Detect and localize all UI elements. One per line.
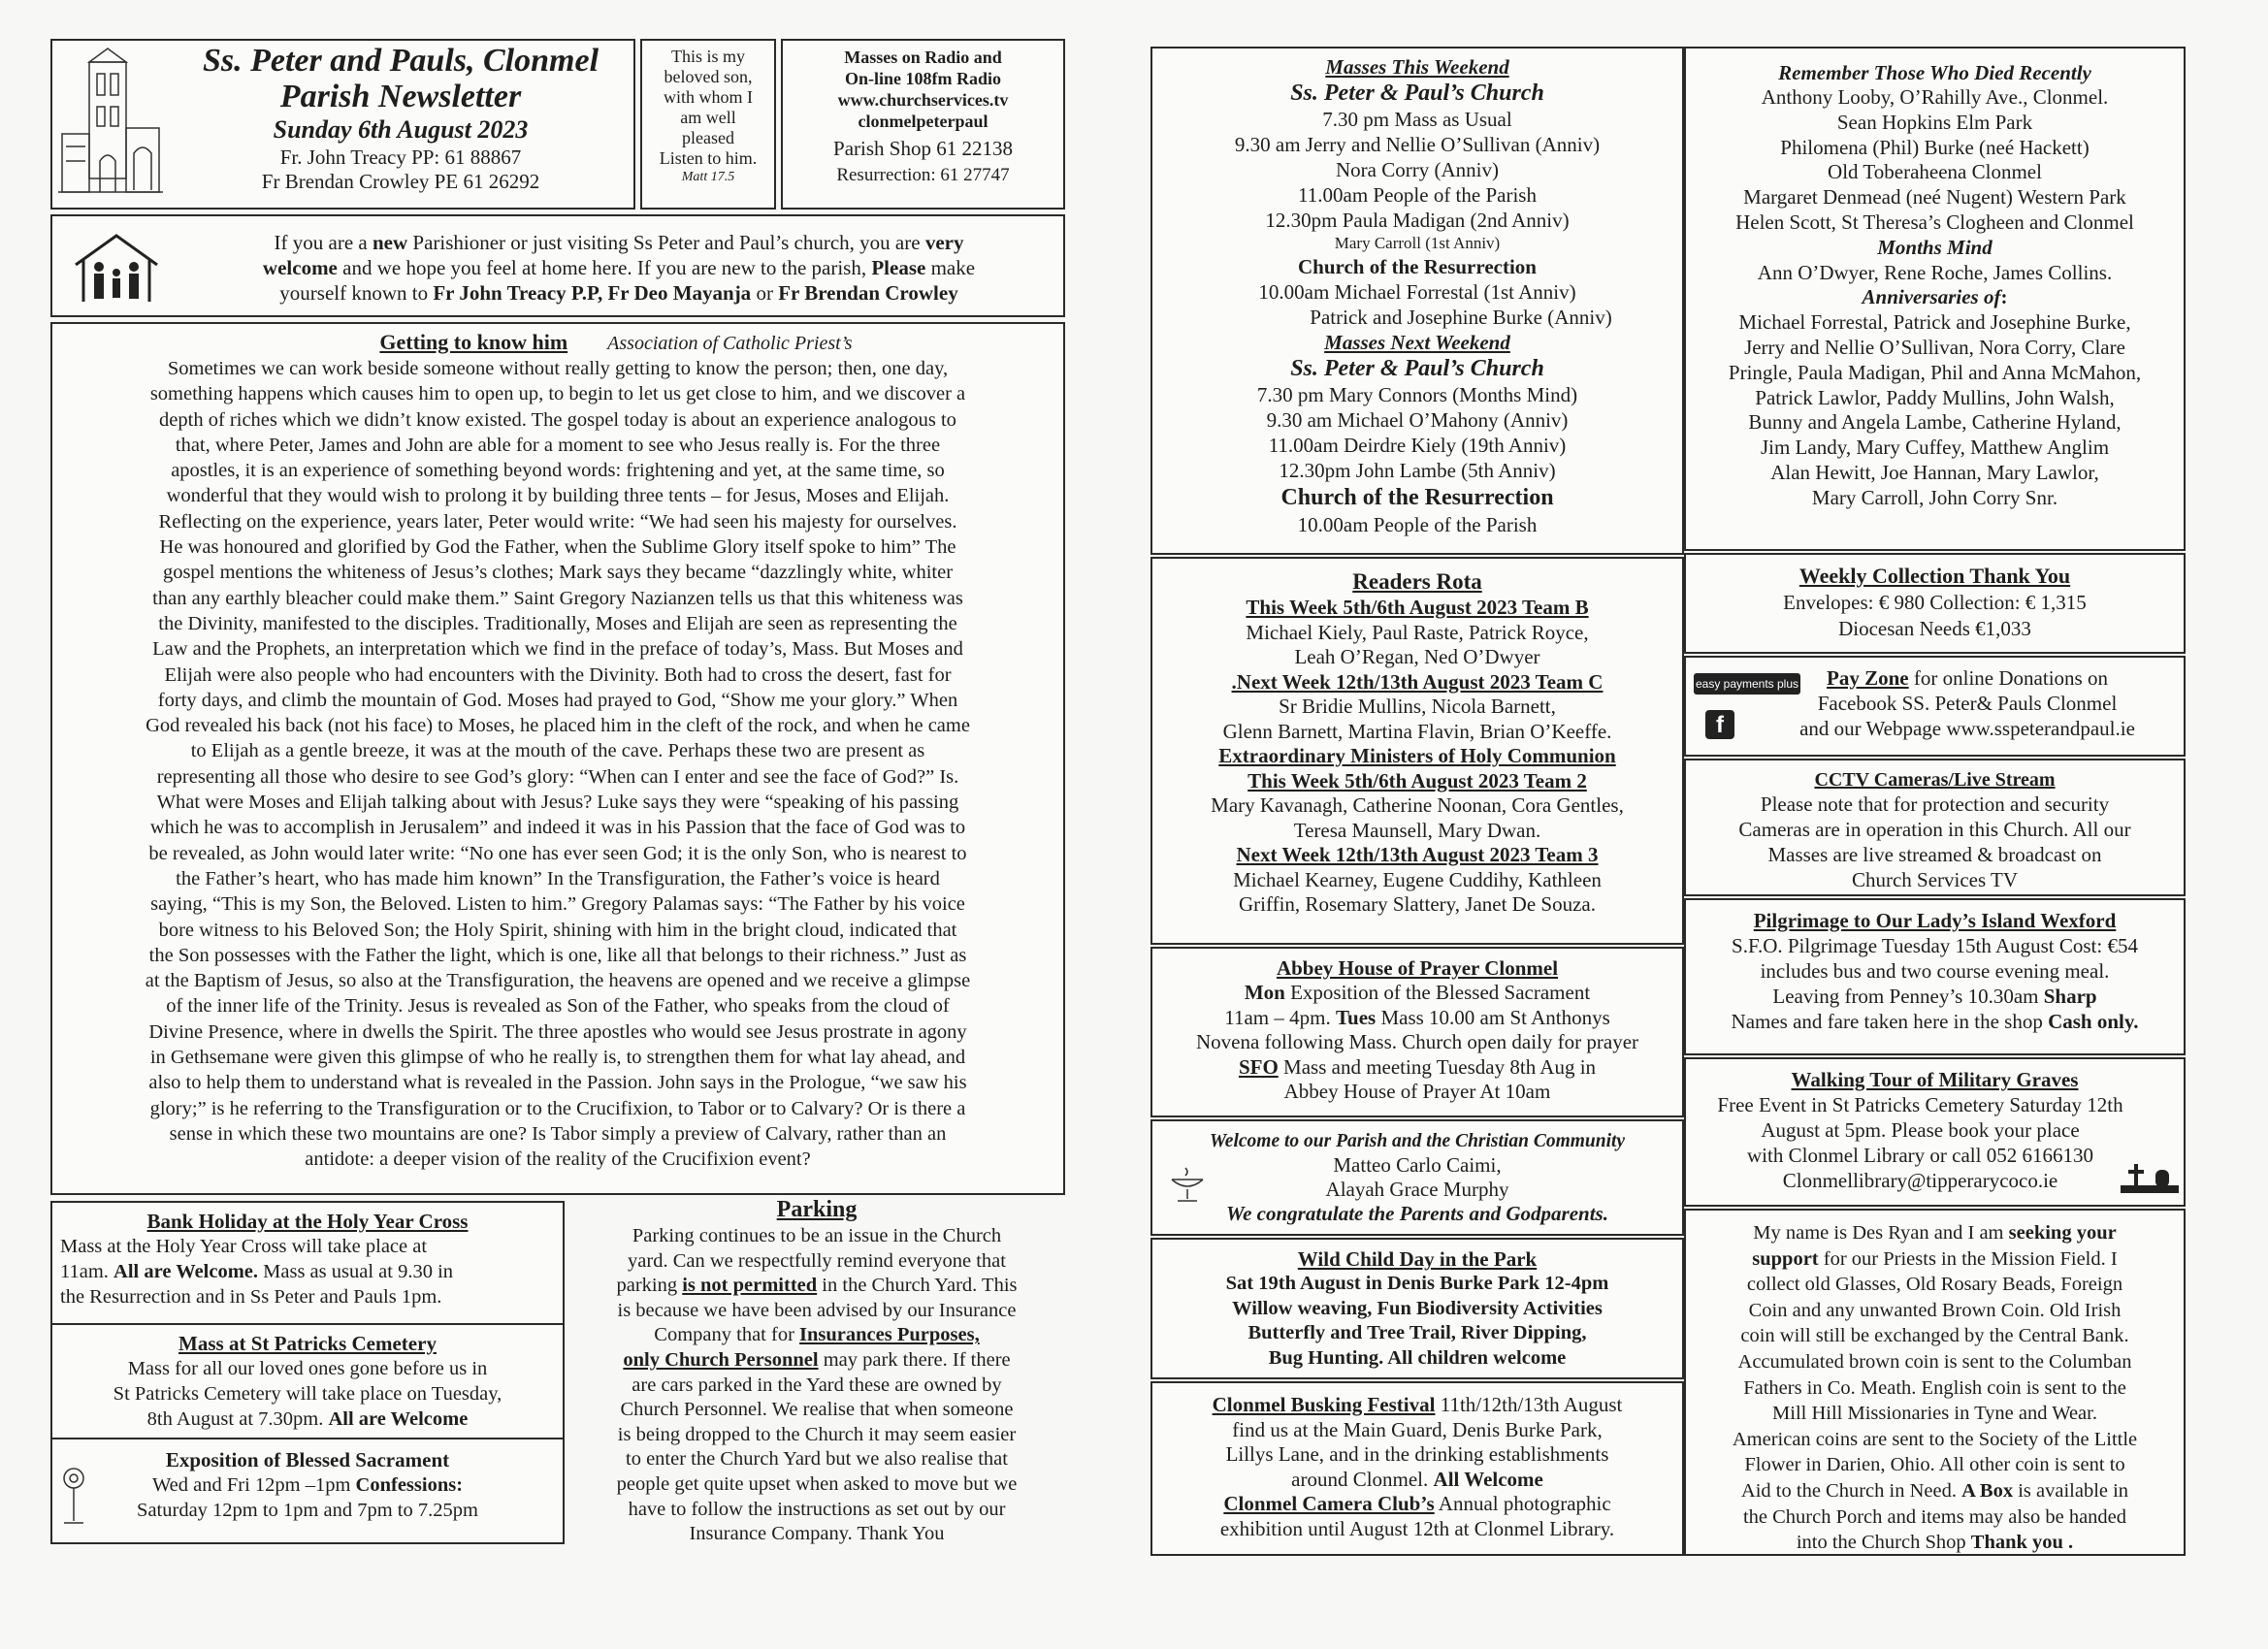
article-getting-to-know-him [50, 322, 1065, 1195]
insurance-purposes-text: Insurances Purposes, [799, 1324, 980, 1346]
quote-line: This is my [670, 47, 745, 66]
bank-holiday-text: the Resurrection and in Ss Peter and Pauls 1pm. [60, 1286, 442, 1308]
family-home-icon [70, 230, 163, 307]
welcome-box [50, 214, 1065, 317]
exposition-box [50, 1438, 565, 1544]
cemetery-title: Mass at St Patricks Cemetery [178, 1332, 437, 1355]
quote-line: with whom I [664, 87, 753, 107]
article-line: Law and the Prophets, an interpretation which we find in the preface of today’s, Mass. But Moses and [152, 638, 963, 661]
parking-text: parking [616, 1275, 683, 1297]
parking-text: in the Church Yard. This [817, 1275, 1018, 1297]
welcome-text: Parishioner or just visiting Ss Peter and Paul’s church, you are [407, 231, 925, 254]
ministers-heading: Extraordinary Ministers of Holy Communion [1218, 744, 1616, 767]
church-personnel-text: only Church Personnel [623, 1348, 819, 1371]
mass-item: 11.00am Deirdre Kiely (19th Anniv) [1268, 434, 1567, 457]
cctv-text: Church Services TV [1851, 868, 2019, 891]
rota-names: Teresa Maunsell, Mary Dwan. [1293, 818, 1541, 842]
cemetery-welcome: All are Welcome [328, 1408, 469, 1430]
article-line: the Divinity, manifested to the disciples. Traditionally, Moses and Elijah are seen as representing the [158, 612, 957, 634]
bank-holiday-text: Mass at the Holy Year Cross will take place at [60, 1236, 428, 1257]
cemetery-text: St Patricks Cemetery will take place on Tuesday, [113, 1383, 502, 1405]
welcome-text: yourself known to [279, 281, 434, 305]
gospel-quote-box [640, 39, 776, 210]
pilgrimage-text: Leaving from Penney’s 10.30am [1772, 985, 2044, 1008]
abbey-text: Exposition of the Blessed Sacrament [1284, 981, 1591, 1004]
pilgrimage-cash-only: Cash only. [2048, 1010, 2139, 1033]
article-title: Getting to know him [379, 330, 568, 354]
priest-contact-1: Fr. John Treacy PP: 61 88867 [279, 146, 522, 169]
welcome-text: If you are a [274, 231, 373, 254]
parking-notice [565, 1195, 1069, 1564]
masses-this-weekend-title: Masses This Weekend [1325, 55, 1509, 79]
abbey-house-title: Abbey House of Prayer Clonmel [1276, 956, 1559, 980]
parking-text: Parking continues to be an issue in the Church [632, 1225, 1002, 1246]
anniversary-names: Michael Forrestal, Patrick and Josephine Burke, [1738, 310, 2131, 335]
anniversary-names: Bunny and Angela Lambe, Catherine Hyland, [1748, 410, 2122, 435]
mass-item: 11.00am People of the Parish [1298, 183, 1537, 207]
pilgrimage-text: includes bus and two course evening meal. [1760, 959, 2110, 983]
quote-line: am well [680, 108, 736, 127]
article-line: Elijah were also people who had encounters with the Divinity. Both had to cross the desert, fast for [164, 663, 952, 686]
busking-text: Annual photographic [1434, 1492, 1611, 1515]
parking-text: Insurance Company. Thank You [689, 1523, 945, 1545]
rota-names: Mary Kavanagh, Catherine Noonan, Cora Gentles, [1211, 793, 1624, 817]
abbey-text: 11am – 4pm. [1224, 1005, 1336, 1029]
remember-title: Remember Those Who Died Recently [1778, 61, 2091, 84]
article-line: wonderful that they would wish to prolong it by building three tents – for Jesus, Moses and Elijah. [166, 485, 950, 507]
mass-item: 10.00am People of the Parish [1297, 513, 1538, 536]
appeal-text: Fathers in Co. Meath. English coin is sent to the [1743, 1376, 2126, 1399]
readers-rota-box [1150, 557, 1684, 945]
article-line: antidote: a deeper vision of the reality of the Crucifixion event? [305, 1148, 811, 1171]
walking-tour-box [1684, 1057, 2186, 1207]
parish-name: Ss. Peter and Pauls, Clonmel [202, 43, 599, 79]
article-line: that, where Peter, James and John are able for a moment to see who Jesus really is. For the three [175, 434, 941, 456]
rota-names: Michael Kearney, Eugene Cuddihy, Kathleen [1233, 867, 1602, 891]
baptised-name: Matteo Carlo Caimi, [1333, 1153, 1502, 1177]
cctv-text: Please note that for protection and security [1760, 792, 2110, 816]
resurrection-church-title: Church of the Resurrection [1298, 255, 1537, 278]
anniversary-names: Jerry and Nellie O’Sullivan, Nora Corry, Clare [1744, 335, 2125, 359]
article-line: be revealed, as John would later write: “No one has ever seen God; it is the only Son, who is nearest to [148, 842, 967, 864]
rota-names: Glenn Barnett, Martina Flavin, Brian O’Keeffe. [1222, 719, 1612, 743]
article-line: God revealed his back (not his face) to Moses, he placed him in the cleft of the rock, and when he came [146, 715, 970, 737]
bank-holiday-text: 11am. [60, 1261, 114, 1282]
mass-item: 9.30 am Michael O’Mahony (Anniv) [1266, 408, 1569, 432]
parking-text: people get quite upset when asked to move but we [616, 1472, 1018, 1495]
appeal-text: the Church Porch and items may also be handed [1742, 1505, 2127, 1528]
appeal-text: Mill Hill Missionaries in Tyne and Wear. [1772, 1403, 2097, 1425]
article-body [52, 356, 1063, 1173]
quote-reference: Matt 17.5 [681, 170, 735, 184]
resurrection-church-title: Church of the Resurrection [1280, 485, 1554, 510]
busking-text: Lillys Lane, and in the drinking establishments [1225, 1442, 1609, 1466]
day-label: Tues [1335, 1005, 1377, 1029]
church-tower-icon [56, 45, 165, 208]
parking-text: are cars parked in the Yard these are owned by [632, 1374, 1002, 1396]
cctv-title: CCTV Cameras/Live Stream [1814, 769, 2056, 791]
mission-appeal-box [1684, 1209, 2186, 1556]
welcome-text: make [925, 256, 976, 279]
day-label: Mon [1244, 981, 1285, 1004]
article-line: forty days, and climb the mountain of God. Moses had prayed to God, “Show me your glory.” When [157, 689, 958, 711]
radio-line: On-line 108fm Radio [844, 69, 1001, 88]
parking-text: is being dropped to the Church it may seem easier [617, 1423, 1017, 1445]
rota-week-heading: Next Week 12th/13th August 2023 Team 3 [1236, 843, 1599, 866]
baptised-name: Alayah Grace Murphy [1325, 1178, 1509, 1201]
cctv-text: Masses are live streamed & broadcast on [1767, 843, 2102, 866]
radio-line: Masses on Radio and [844, 48, 1002, 67]
badge-label: easy payments plus [1695, 677, 1799, 691]
parking-text: may park there. If there [818, 1348, 1011, 1371]
baptism-congratulations: We congratulate the Parents and Godparents. [1226, 1202, 1608, 1225]
abbey-text: Abbey House of Prayer At 10am [1283, 1080, 1551, 1103]
mass-item: 9.30 am Jerry and Nellie O’Sullivan (Anniv) [1234, 133, 1601, 156]
busking-festival-box [1150, 1381, 1684, 1556]
cemetery-mass-box [50, 1323, 565, 1439]
radio-website: www.churchservices.tv [837, 90, 1009, 110]
quote-line: pleased [682, 128, 734, 147]
cemetery-text: Mass for all our loved ones gone before us in [127, 1358, 488, 1379]
walking-tour-email: Clonmellibrary@tipperarycoco.ie [1782, 1169, 2058, 1192]
graves-icon [2121, 1156, 2179, 1193]
article-line: in Gethsemane were given this glimpse of who he really is, to strengthen them for what lay ahead, and [149, 1047, 966, 1069]
wild-child-box [1150, 1238, 1684, 1379]
rota-names: Griffin, Rosemary Slattery, Janet De Souza. [1239, 892, 1596, 916]
anniversary-names: Mary Carroll, John Corry Snr. [1811, 485, 2058, 509]
deceased-entry: Philomena (Phil) Burke (neé Hackett) [1780, 135, 2090, 159]
welcome-text: and we hope you feel at home here. If you are new to the parish, [337, 256, 872, 279]
parish-shop-phone: Parish Shop 61 22138 [833, 137, 1013, 160]
exposition-title: Exposition of Blessed Sacrament [165, 1448, 450, 1471]
mass-item: 12.30pm John Lambe (5th Anniv) [1279, 459, 1556, 482]
bank-holiday-welcome: All are Welcome. [113, 1261, 259, 1282]
busking-dates: 11th/12th/13th August [1435, 1393, 1623, 1416]
wild-child-title: Wild Child Day in the Park [1297, 1247, 1538, 1271]
facebook-glyph: f [1716, 712, 1724, 738]
cemetery-text: 8th August at 7.30pm. [146, 1408, 329, 1430]
parking-title: Parking [776, 1197, 858, 1222]
months-mind-title: Months Mind [1877, 235, 1993, 259]
abbey-text: Mass and meeting Tuesday 8th Aug in [1278, 1054, 1597, 1079]
article-line: sense in which these two mountains are one? Is Tabor simply a preview of Calvary, rather than an [169, 1122, 947, 1145]
appeal-text: collect old Glasses, Old Rosary Beads, Foreign [1746, 1274, 2123, 1296]
newsletter-title: Parish Newsletter [279, 79, 522, 114]
welcome-priests: Fr John Treacy P.P, Fr Deo Mayanja [433, 281, 752, 305]
article-line: something happens which causes him to open up, to begin to let us get close to him, and we discover a [149, 383, 966, 405]
busking-text: find us at the Main Guard, Denis Burke Park, [1232, 1417, 1603, 1441]
article-line: bore witness to his Beloved Son; the Holy Spirit, shining with him in the bright cloud, indicated that [158, 919, 957, 941]
newsletter-date: Sunday 6th August 2023 [273, 115, 529, 144]
collection-amounts: Envelopes: € 980 Collection: € 1,315 [1783, 591, 2087, 614]
parking-text: Church Personnel. We realise that when someone [620, 1399, 1014, 1421]
masses-box [1150, 47, 1684, 555]
article-line: gospel mentions the whiteness of Jesus’s clothes; Mark says they became “dazzlingly white, whiter [162, 562, 954, 584]
wild-child-text: Sat 19th August in Denis Burke Park 12-4pm [1225, 1273, 1609, 1294]
appeal-text: Coin and any unwanted Brown Coin. Old Irish [1748, 1299, 2122, 1321]
baptism-font-icon [1166, 1162, 1209, 1205]
confessions-label: Confessions: [355, 1474, 464, 1496]
mass-item: 12.30pm Paula Madigan (2nd Anniv) [1265, 209, 1570, 232]
article-line: apostles, it is an experience of something beyond words: frightening and yet, at the same time, so [171, 460, 945, 482]
wild-child-text: Willow weaving, Fun Biodiversity Activities [1232, 1297, 1603, 1319]
parking-text: Company that for [654, 1324, 800, 1346]
article-line: at the Baptism of Jesus, so also at the Transfiguration, the heavens are opened and we receive a glimpse [145, 970, 971, 992]
welcome-text: or [751, 281, 779, 305]
priest-contact-2: Fr Brendan Crowley PE 61 26292 [261, 170, 540, 193]
rota-names: Michael Kiely, Paul Raste, Patrick Royce, [1246, 620, 1589, 644]
exposition-text: Wed and Fri 12pm –1pm [151, 1474, 356, 1496]
sfo-label: SFO [1238, 1054, 1279, 1079]
pilgrimage-title: Pilgrimage to Our Lady’s Island Wexford [1753, 909, 2117, 932]
bank-holiday-box [50, 1201, 565, 1325]
appeal-text: Aid to the Church in Need. [1740, 1479, 1962, 1502]
deceased-entry: Anthony Looby, O’Rahilly Ave., Clonmel. [1761, 85, 2109, 109]
parking-text: yard. Can we respectfully remind everyone that [628, 1249, 1006, 1272]
walking-tour-text: Free Event in St Patricks Cemetery Saturday 12th [1717, 1093, 2123, 1116]
bank-holiday-title: Bank Holiday at the Holy Year Cross [146, 1210, 469, 1233]
radio-contact-box [781, 39, 1065, 210]
abbey-text: Novena following Mass. Church open daily for prayer [1195, 1030, 1639, 1053]
pilgrimage-sharp: Sharp [2043, 985, 2097, 1008]
parking-text: is because we have been advised by our Insurance [617, 1299, 1017, 1321]
anniversary-names: Pringle, Paula Madigan, Phil and Anna McMahon, [1728, 360, 2142, 384]
deceased-entry: Helen Scott, St Theresa’s Clogheen and Clonmel [1735, 210, 2134, 234]
wild-child-text: Bug Hunting. All children welcome [1268, 1346, 1567, 1369]
rota-names: Sr Bridie Mullins, Nicola Barnett, [1279, 695, 1556, 718]
appeal-text: Accumulated brown coin is sent to the Columban [1737, 1350, 2132, 1373]
masses-next-weekend-title: Masses Next Weekend [1324, 331, 1510, 354]
walking-tour-text: August at 5pm. Please book your place [1761, 1118, 2080, 1142]
welcome-text: new [372, 231, 408, 254]
anniversary-names: Jim Landy, Mary Cuffey, Matthew Anglim [1760, 436, 2110, 460]
payzone-text: Facebook SS. Peter& Pauls Clonmel [1817, 692, 2118, 715]
weekly-collection-box [1684, 553, 2186, 654]
walking-tour-title: Walking Tour of Military Graves [1791, 1068, 2079, 1091]
baptism-welcome-box [1150, 1119, 1684, 1236]
article-line: glory;” is he referring to the Transfiguration or to the Crucifixion, to Tabor or to Calvary? Or is there a [149, 1097, 966, 1119]
mass-item: 7.30 pm Mary Connors (Months Mind) [1256, 383, 1578, 406]
wild-child-text: Butterfly and Tree Trail, River Dipping, [1247, 1322, 1587, 1343]
welcome-priests: Fr Brendan Crowley [778, 281, 958, 305]
anniversary-names: Alan Hewitt, Joe Hannan, Mary Lawlor, [1770, 460, 2099, 484]
appeal-emphasis: seeking your [2008, 1222, 2117, 1244]
abbey-house-box [1150, 947, 1684, 1117]
appeal-text: is available in [2013, 1479, 2129, 1502]
cctv-box [1684, 759, 2186, 896]
article-line: the Son possesses with the Father the light, which is one, like all that belongs to their richness.” Just as [148, 944, 967, 966]
article-line: the Father’s heart, who has made him known” In the Transfiguration, the Father’s voice is heard [176, 867, 940, 889]
article-line: He was honoured and glorified by God the Father, when the Sublime Glory itself spoke to him” The [159, 536, 956, 559]
rota-week-heading: This Week 5th/6th August 2023 Team 2 [1247, 768, 1587, 792]
camera-club-title: Clonmel Camera Club’s [1223, 1492, 1435, 1515]
masthead [50, 39, 635, 210]
anniversaries-colon: : [2000, 285, 2008, 309]
radio-channel: clonmelpeterpaul [858, 112, 988, 131]
appeal-text: Flower in Darien, Ohio. All other coin is sent to [1744, 1454, 2125, 1476]
months-mind-names: Ann O’Dwyer, Rene Roche, James Collins. [1757, 260, 2113, 284]
deceased-entry: Sean Hopkins Elm Park [1836, 110, 2033, 134]
bank-holiday-text: Mass as usual at 9.30 in [258, 1261, 454, 1282]
anniversaries-title: Anniversaries of [1862, 285, 2001, 309]
resurrection-phone: Resurrection: 61 27747 [836, 165, 1010, 185]
monstrance-icon [60, 1463, 87, 1531]
deceased-entry: Margaret Denmead (neé Nugent) Western Park [1743, 185, 2126, 210]
article-line: Sometimes we can work beside someone without really getting to know the person; then, one day, [167, 358, 949, 379]
pilgrimage-box [1684, 898, 2186, 1055]
deceased-entry: Old Toberaheena Clonmel [1828, 160, 2042, 184]
anniversary-names: Patrick Lawlor, Paddy Mullins, John Walsh, [1755, 385, 2115, 409]
collection-title: Weekly Collection Thank You [1798, 564, 2071, 588]
exposition-text: Saturday 12pm to 1pm and 7pm to 7.25pm [137, 1500, 478, 1521]
article-line: to Elijah as a gentle breeze, it was at the mouth of the cave. Perhaps these two are present as [190, 740, 925, 762]
payzone-text: for online Donations on [1908, 666, 2108, 690]
mass-item: Nora Corry (Anniv) [1336, 158, 1499, 181]
welcome-text: welcome [262, 256, 338, 279]
pilgrimage-text: Names and fare taken here in the shop [1731, 1010, 2049, 1033]
payzone-website: and our Webpage www.sspeterandpaul.ie [1799, 717, 2135, 740]
church-name: Ss. Peter & Paul’s Church [1290, 81, 1544, 106]
diocesan-needs: Diocesan Needs €1,033 [1838, 617, 2031, 640]
abbey-text: Mass 10.00 am St Anthonys [1376, 1005, 1610, 1029]
mass-item: 10.00am Michael Forrestal (1st Anniv) [1258, 280, 1576, 304]
busking-title: Clonmel Busking Festival [1212, 1393, 1436, 1416]
rota-week-heading: This Week 5th/6th August 2023 Team B [1246, 596, 1589, 619]
appeal-text: coin will still be exchanged by the Central Bank. [1740, 1325, 2129, 1347]
appeal-emphasis: support [1752, 1247, 1819, 1270]
baptism-title: Welcome to our Parish and the Christian Community [1209, 1131, 1626, 1151]
rota-names: Leah O’Regan, Ned O’Dwyer [1294, 645, 1540, 668]
article-line: Reflecting on the experience, years later, Peter would write: “We had seen his majesty for ourselves. [158, 510, 957, 533]
appeal-text: American coins are sent to the Society of the Little [1732, 1428, 2138, 1450]
article-line: Divine Presence, where in dwells the Spirit. The three apostles who would see Jesus prostrate in agony [148, 1020, 967, 1043]
quote-line: Listen to him. [659, 148, 758, 168]
article-source: Association of Catholic Priest’s [607, 333, 853, 354]
mass-item-small: Mary Carroll (1st Anniv) [1334, 234, 1501, 252]
welcome-text: Please [871, 256, 926, 279]
article-line: than any earthly bleacher could make them.” Saint Gregory Nazianzen tells us that this whiteness was [152, 587, 963, 609]
pilgrimage-text: S.F.O. Pilgrimage Tuesday 15th August Cost: €54 [1732, 934, 2138, 957]
appeal-text: My name is Des Ryan and I am [1753, 1222, 2009, 1244]
appeal-text: for our Priests in the Mission Field. I [1818, 1247, 2118, 1270]
appeal-emphasis: A Box [1961, 1479, 2014, 1502]
article-line: saying, “This is my Son, the Beloved. Listen to him.” Gregory Palamas says: “The Father by his voice [150, 893, 965, 916]
article-line: depth of riches which we didn’t know existed. The gospel today is about an experience analogous to [159, 408, 956, 431]
article-line: representing all those who desire to see God’s glory: “When can I enter and see the face of God?” Is. [156, 765, 959, 788]
article-line: of the inner life of the Trinity. Jesus is revealed as Son of the Father, who speaks from the cloud of [166, 995, 950, 1018]
article-line: What were Moses and Elijah talking about with Jesus? Luke says they were “speaking of his passing [156, 792, 959, 814]
article-line: which he was to accomplish in Jerusalem” and indeed it was in his Passion that the face of God was to [149, 817, 966, 839]
readers-rota-title: Readers Rota [1352, 569, 1482, 594]
payzone-box [1684, 656, 2186, 757]
walking-tour-text: with Clonmel Library or call 052 6166130 [1747, 1144, 2093, 1167]
mass-item: Patrick and Josephine Burke (Anniv) [1310, 306, 1612, 329]
parking-text: to enter the Church Yard but we also realise that [626, 1448, 1008, 1471]
appeal-text: into the Church Shop [1796, 1532, 1971, 1554]
not-permitted-text: is not permitted [682, 1275, 818, 1297]
quote-line: beloved son, [664, 67, 753, 86]
facebook-icon [1705, 710, 1734, 739]
welcome-text: very [924, 231, 964, 254]
remember-deceased-box [1684, 47, 2186, 551]
church-name: Ss. Peter & Paul’s Church [1290, 356, 1544, 381]
payzone-title: Pay Zone [1827, 666, 1909, 690]
busking-text: around Clonmel. [1291, 1467, 1434, 1491]
rota-week-heading: .Next Week 12th/13th August 2023 Team C [1231, 669, 1604, 694]
cctv-text: Cameras are in operation in this Church. All our [1738, 818, 2131, 841]
appeal-thank-you: Thank you . [1970, 1532, 2074, 1554]
mass-item: 7.30 pm Mass as Usual [1322, 108, 1512, 131]
parking-text: have to follow the instructions as set out by our [628, 1498, 1006, 1520]
article-line: also to help them to understand what is revealed in the Passion. John says in the Prologue, “we saw his [148, 1072, 967, 1094]
busking-welcome: All Welcome [1433, 1467, 1543, 1491]
busking-text: exhibition until August 12th at Clonmel Library. [1219, 1516, 1615, 1540]
